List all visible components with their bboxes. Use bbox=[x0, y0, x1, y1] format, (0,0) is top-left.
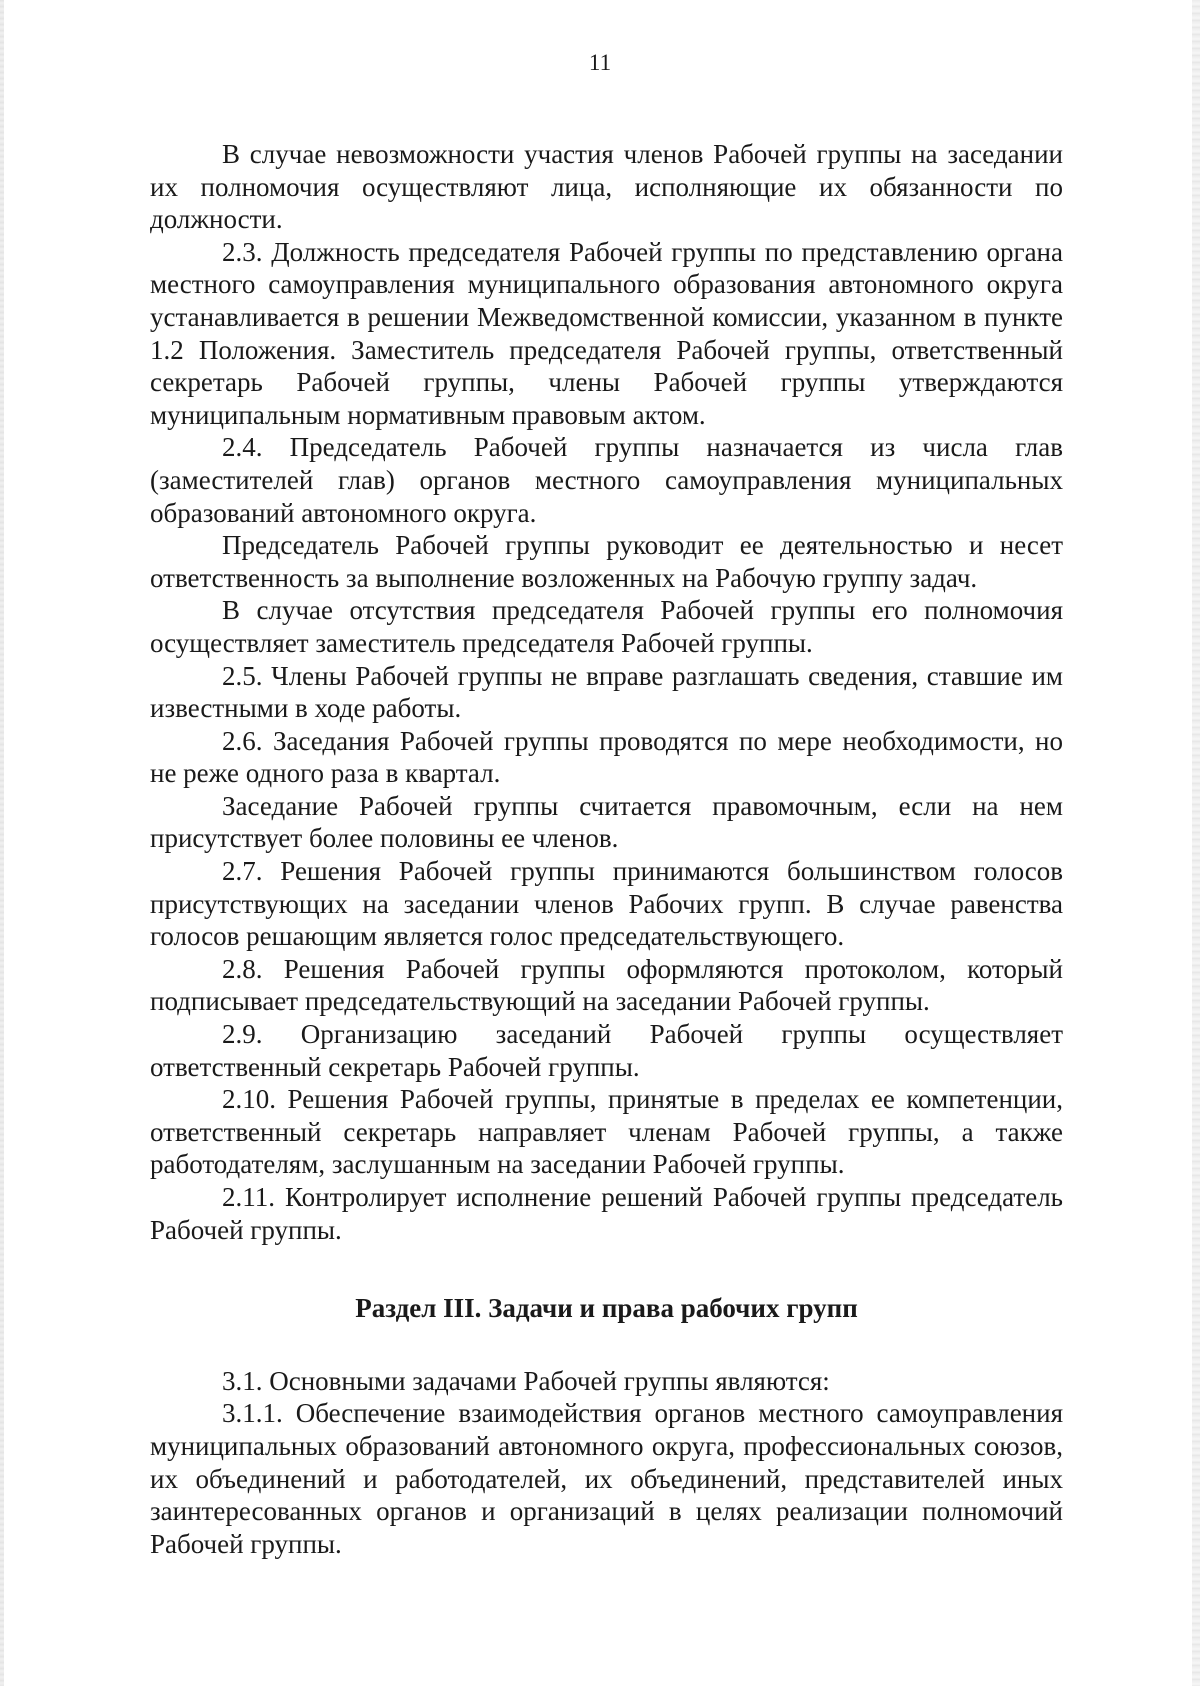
paragraph: 2.3. Должность председателя Рабочей группы по представлению органа местного самоуправления муниципального образования автономного округа устанавливается в решении Межведомственной комиссии, указанном в пункте 1.2 Положения. Заместитель председателя Рабочей группы, ответственный секретарь Рабочей группы, члены Рабочей группы утверждаются муниципальным нормативным правовым актом. bbox=[150, 236, 1063, 430]
page-number: 11 bbox=[588, 50, 612, 75]
paragraph: 2.4. Председатель Рабочей группы назначается из числа глав (заместителей глав) органов местного самоуправления муниципальных образований автономного округа. bbox=[150, 432, 1063, 528]
paragraph: 2.7. Решения Рабочей группы принимаются большинством голосов присутствующих на заседании членов Рабочих групп. В случае равенства голосов решающим является голос председательствующего. bbox=[150, 856, 1063, 952]
scan-edge-left bbox=[0, 0, 4, 1686]
document-body bbox=[150, 138, 1063, 1560]
paragraph: Председатель Рабочей группы руководит ее деятельностью и несет ответственность за выполнение возложенных на Рабочую группу задач. bbox=[150, 530, 1063, 593]
paragraph: 3.1. Основными задачами Рабочей группы являются: bbox=[222, 1365, 830, 1396]
paragraph: 2.8. Решения Рабочей группы оформляются протоколом, который подписывает председательствующий на заседании Рабочей группы. bbox=[150, 953, 1063, 1017]
paragraph: 2.5. Члены Рабочей группы не вправе разглашать сведения, ставшие им известными в ходе работы. bbox=[150, 660, 1063, 724]
paragraph: 2.6. Заседания Рабочей группы проводятся по мере необходимости, но не реже одного раза в квартал. bbox=[150, 725, 1063, 789]
paragraph: Заседание Рабочей группы считается правомочным, если на нем присутствует более половины ее членов. bbox=[150, 790, 1063, 854]
scan-edge-right bbox=[1192, 0, 1200, 1686]
paragraph: В случае невозможности участия членов Рабочей группы на заседании их полномочия осуществляют лица, исполняющие их обязанности по должности. bbox=[150, 139, 1063, 235]
section-heading: Раздел III. Задачи и права рабочих групп bbox=[355, 1293, 858, 1324]
paragraph: 3.1.1. Обеспечение взаимодействия органов местного самоуправления муниципальных образований автономного округа, профессиональных союзов, их объединений и работодателей, их объединений, представителей иных заинтересованных органов и организаций в целях реализации полномочий Рабочей группы. bbox=[150, 1398, 1063, 1559]
paragraph: В случае отсутствия председателя Рабочей группы его полномочия осуществляет заместитель председателя Рабочей группы. bbox=[150, 595, 1063, 658]
paragraph: 2.11. Контролирует исполнение решений Рабочей группы председатель Рабочей группы. bbox=[150, 1182, 1063, 1245]
paragraph: 2.10. Решения Рабочей группы, принятые в пределах ее компетенции, ответственный секретарь направляет членам Рабочей группы, а также работодателям, заслушанным на заседании Рабочей группы. bbox=[150, 1084, 1063, 1180]
paragraph: 2.9. Организацию заседаний Рабочей группы осуществляет ответственный секретарь Рабочей группы. bbox=[150, 1019, 1063, 1082]
